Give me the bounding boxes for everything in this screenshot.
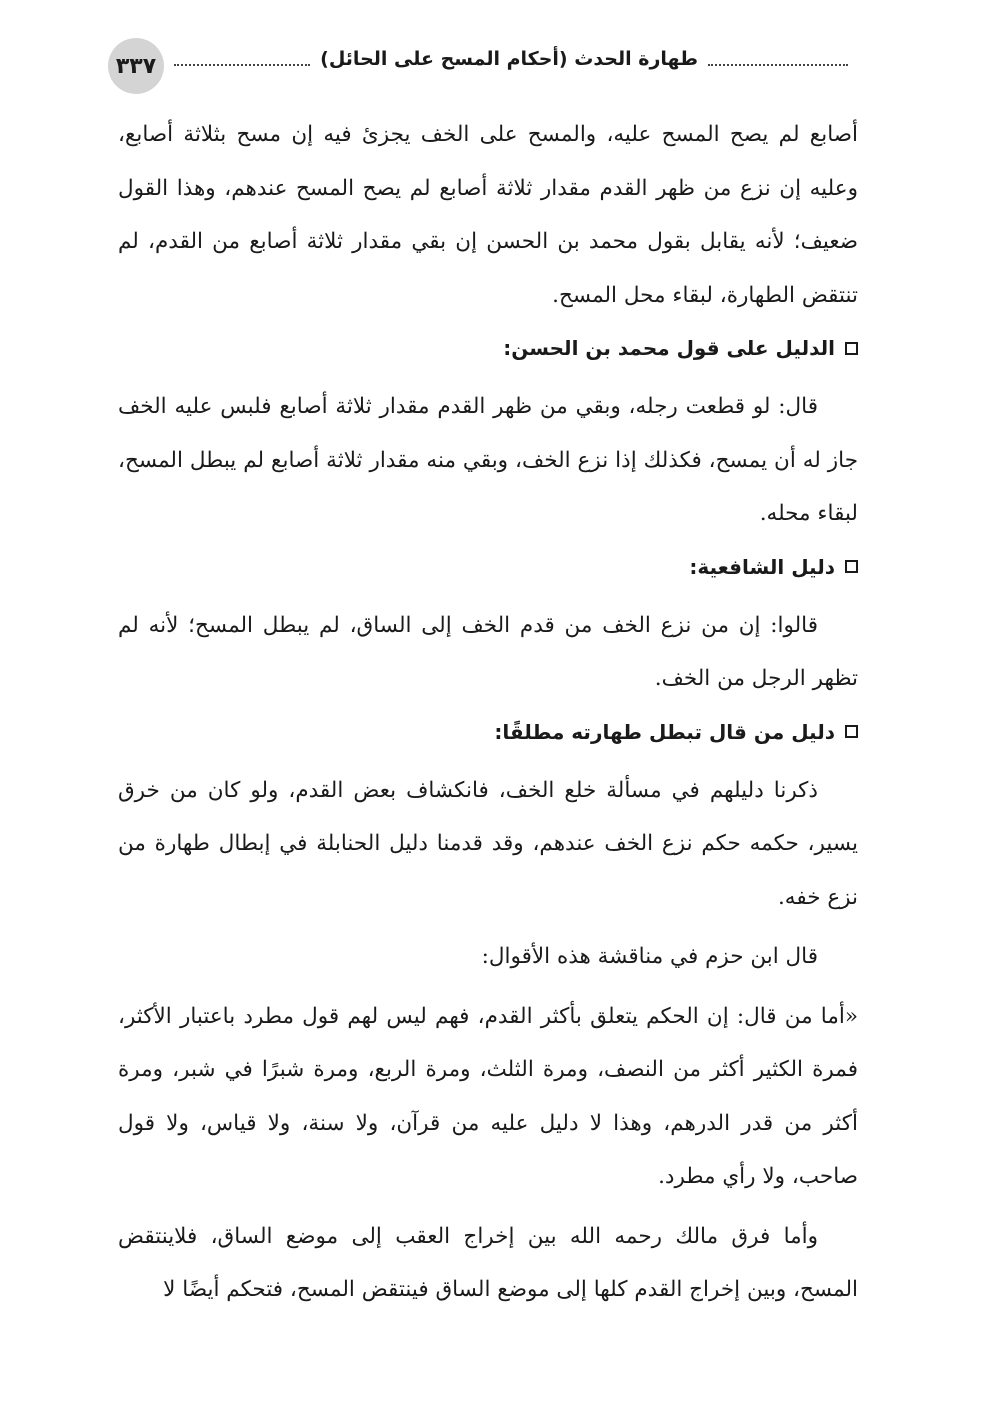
- paragraph: أصابع لم يصح المسح عليه، والمسح على الخف يجزئ فيه إن مسح بثلاثة أصابع، وعليه إن نزع من ظهر القدم مقدار ثلاثة أصابع لم يصح المسح عندهم، وهذا القول ضعيف؛ لأنه يقابل بقول محمد بن الحسن إن بقي مقدار ثلاثة أصابع من القدم، لم تنتقض الطهارة، لبقاء محل المسح.: [118, 122, 859, 308]
- paragraph: ذكرنا دليلهم في مسألة خلع الخف، فانكشاف بعض القدم، ولو كان من خرق يسير، حكمه حكم نزع الخف عندهم، وقد قدمنا دليل الحنابلة في إبطال طهارة من نزع خفه.: [118, 777, 858, 910]
- checkbox-square-icon: [845, 725, 858, 738]
- running-title: طهارة الحدث (أحكام المسح على الحائل): [320, 48, 698, 70]
- section-heading: [118, 712, 858, 752]
- page-number-badge: [108, 38, 164, 94]
- paragraph: وأما فرق مالك رحمه الله بين إخراج العقب إلى موضع الساق، فلاينتقض المسح، وبين إخراج القدم كلها إلى موضع الساق فينتقض المسح، فتحكم أيضًا لا: [118, 1223, 858, 1302]
- page-number: ٣٣٧: [115, 53, 157, 79]
- leader-dots-right: [708, 64, 848, 66]
- quote-paragraph: «أما من قال: إن الحكم يتعلق بأكثر القدم، فهم ليس لهم قول مطرد باعتبار الأكثر، فمرة الكثير أكثر من النصف، ومرة الثلث، ومرة الربع، ومرة شبرًا في شبر، ومرة أكثر من قدر الدرهم، وهذا لا دليل عليه من قرآن، ولا سنة، ولا قياس، ولا قول صاحب، ولا رأي مطرد.: [118, 1003, 858, 1189]
- running-header: [174, 48, 848, 70]
- checkbox-square-icon: [845, 342, 858, 355]
- section-heading-text: دليل الشافعية:: [689, 554, 835, 579]
- section-heading-text: دليل من قال تبطل طهارته مطلقًا:: [494, 719, 835, 744]
- leader-dots-left: [174, 64, 310, 66]
- section-heading: [118, 328, 858, 368]
- paragraph: قال: لو قطعت رجله، وبقي من ظهر القدم مقدار ثلاثة أصابع فلبس عليه الخف جاز له أن يمسح، فكذلك إذا نزع الخف، وبقي منه مقدار ثلاثة أصابع لم يبطل المسح، لبقاء محله.: [118, 394, 858, 526]
- page-body: [118, 108, 858, 1323]
- checkbox-square-icon: [845, 560, 858, 573]
- section-heading-text: الدليل على قول محمد بن الحسن:: [503, 336, 835, 360]
- paragraph: قالوا: إن من نزع الخف من قدم الخف إلى الساق، لم يبطل المسح؛ لأنه لم تظهر الرجل من الخف.: [118, 612, 858, 691]
- page-header: [108, 38, 848, 100]
- paragraph: قال ابن حزم في مناقشة هذه الأقوال:: [481, 944, 818, 969]
- section-heading: [118, 547, 858, 587]
